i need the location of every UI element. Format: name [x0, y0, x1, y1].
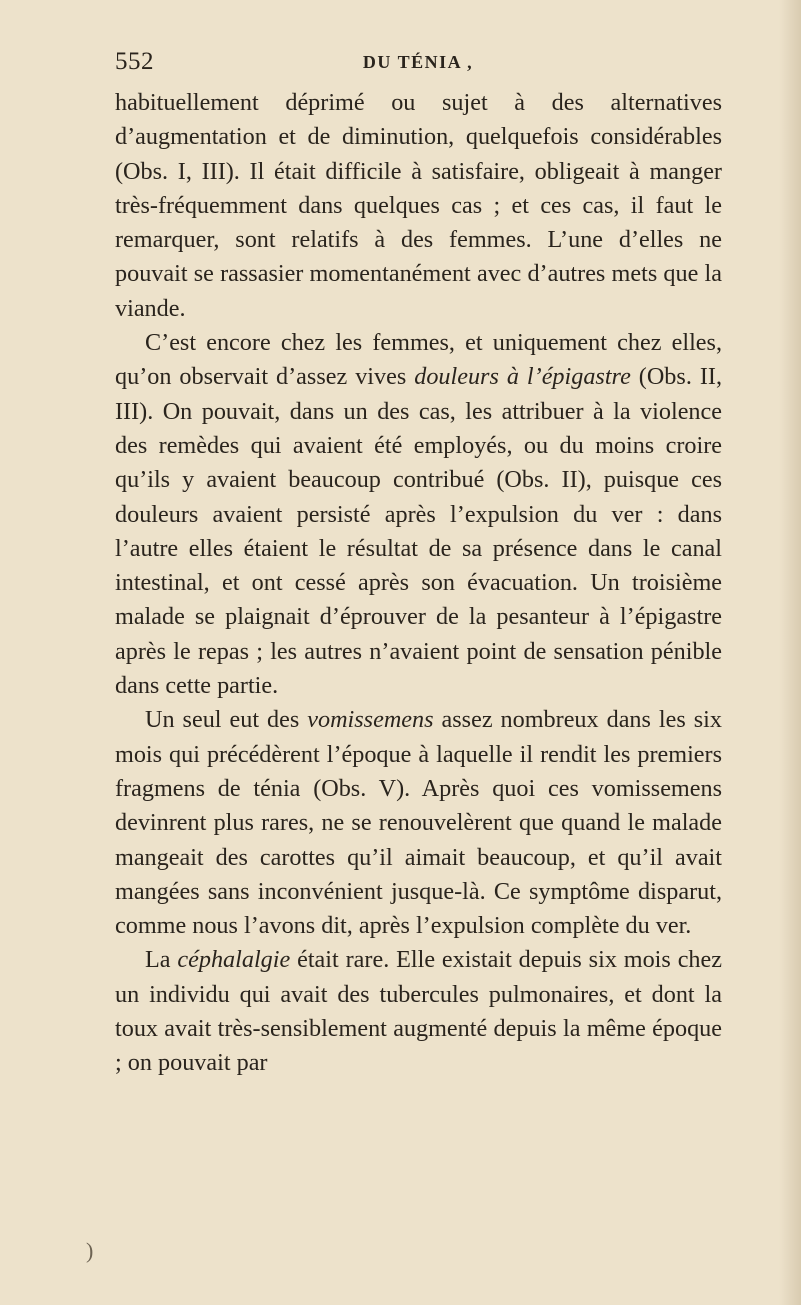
page-number: 552	[115, 48, 154, 75]
italic-term: céphalalgie	[177, 946, 291, 974]
paragraph	[115, 943, 722, 1080]
text-run: assez nombreux dans les six mois qui précédèrent l’époque à laquelle il rendit les premiers fragmens de ténia (Obs. V). Après quoi ces vomissemens devinrent plus rares, ne se renouvelèrent que quand le malade mangeait des carottes qu’il aimait beaucoup, et qu’il avait mangées sans inconvénient jusque-là. Ce symptôme disparut, comme nous l’avons dit, après l’expulsion complète du ver.	[115, 706, 722, 940]
text-run: C’est encore chez les femmes, et uniquement chez elles, qu’on observait d’assez vives	[115, 329, 722, 391]
paragraph	[115, 703, 722, 943]
text-run: habituellement déprimé ou sujet à des alternatives d’augmentation et de diminution, quelquefois considérables (Obs. I, III). Il était difficile à satisfaire, obligeait à manger très-fréquemment dans quelques cas ; et ces cas, il faut le remarquer, sont relatifs à des femmes. L’une d’elles ne pouvait se rassasier momentanément avec d’autres mets que la viande.	[115, 89, 722, 322]
paragraph	[115, 326, 722, 703]
text-run: (Obs. II, III). On pouvait, dans un des cas, les attribuer à la violence des remèdes qui avaient été employés, ou du moins croire qu’ils y avaient beaucoup contribué (Obs. II), puisque ces douleurs avaient persisté après l’expulsion du ver : dans l’autre elles étaient le résultat de sa présence dans le canal intestinal, et ont cessé après son évacuation. Un troisième malade se plaignait d’éprouver de la pesanteur à l’épigastre après le repas ; les autres n’avaient point de sensation pénible dans cette partie.	[115, 363, 722, 700]
italic-term: douleurs à l’épigastre	[414, 363, 631, 391]
running-title: DU TÉNIA ,	[362, 52, 474, 72]
page-header	[115, 48, 721, 82]
paragraph	[115, 86, 722, 326]
page-edge-shadow	[779, 0, 801, 1305]
text-run: Un seul eut des	[145, 706, 308, 734]
margin-mark: )	[86, 1238, 94, 1263]
italic-term: vomissemens	[307, 706, 434, 734]
text-run: La	[145, 946, 178, 974]
body-text	[115, 86, 722, 1081]
text-run: était rare. Elle existait depuis six mois chez un individu qui avait des tubercules pulmonaires, et dont la toux avait très-sensiblement augmenté depuis la même époque ; on pouvait par	[115, 946, 722, 1077]
